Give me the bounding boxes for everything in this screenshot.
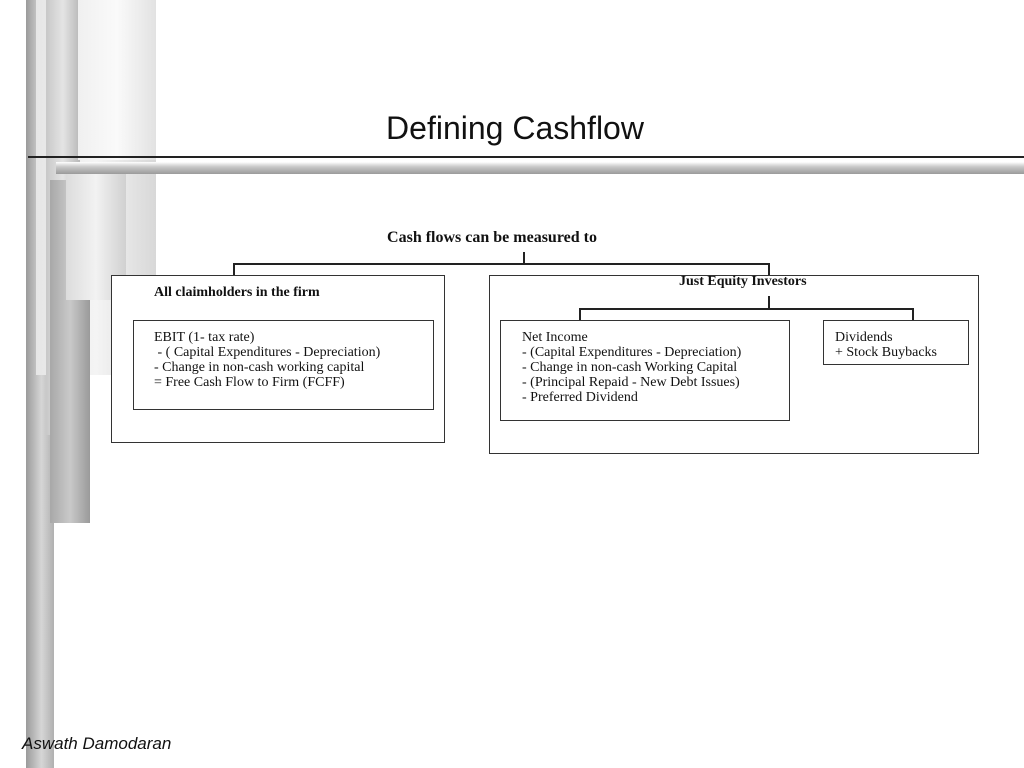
net-income-line: - Change in non-cash Working Capital: [522, 360, 738, 375]
diagram-heading: Cash flows can be measured to: [387, 229, 597, 246]
fcff-line: - ( Capital Expenditures - Depreciation): [154, 345, 381, 360]
net-income-line: - (Capital Expenditures - Depreciation): [522, 345, 742, 360]
dividends-line: Dividends: [835, 330, 893, 345]
connector-line: [579, 308, 913, 310]
dividends-text: [835, 330, 937, 360]
author-footer: Aswath Damodaran: [22, 734, 172, 753]
fcff-line: EBIT (1- tax rate): [154, 330, 255, 345]
fcff-text: [154, 330, 380, 390]
firm-box-title: All claimholders in the firm: [154, 285, 320, 300]
title-divider-shadow: [56, 162, 1024, 174]
connector-line: [233, 263, 769, 265]
net-income-line: Net Income: [522, 330, 588, 345]
net-income-line: - Preferred Dividend: [522, 390, 638, 405]
fcff-line: - Change in non-cash working capital: [154, 360, 365, 375]
connector-line: [912, 308, 914, 320]
equity-box-title: Just Equity Investors: [679, 274, 807, 289]
title-divider: [28, 156, 1024, 158]
dividends-line: + Stock Buybacks: [835, 345, 937, 360]
fcff-line: = Free Cash Flow to Firm (FCFF): [154, 375, 345, 390]
net-income-text: [522, 330, 741, 405]
connector-line: [233, 263, 235, 275]
connector-line: [579, 308, 581, 320]
net-income-line: - (Principal Repaid - New Debt Issues): [522, 375, 740, 390]
slide-title: Defining Cashflow: [386, 110, 644, 146]
